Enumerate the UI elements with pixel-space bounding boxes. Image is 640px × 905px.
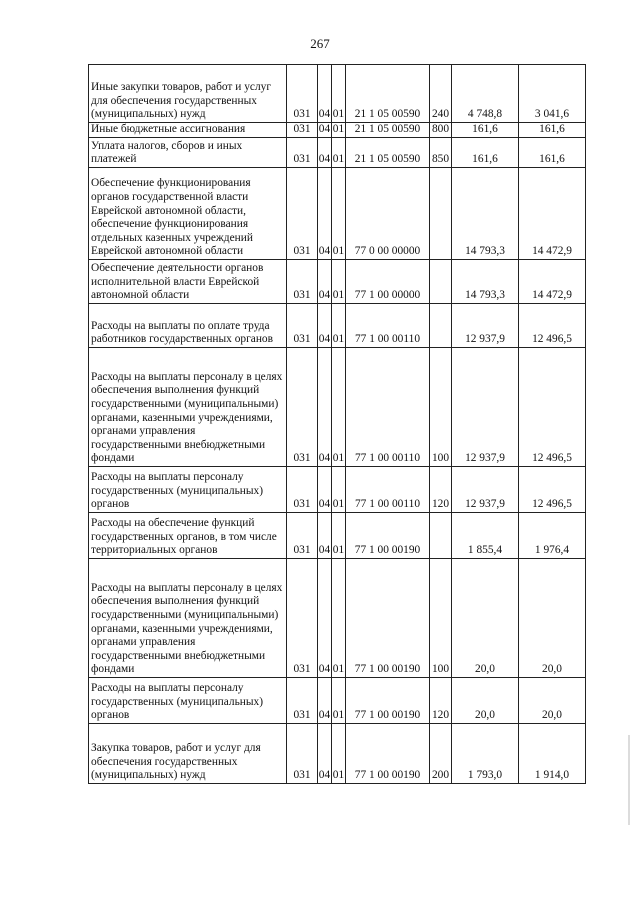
target-article: 21 1 05 00590 [346,65,430,123]
table-row [89,513,586,559]
expense-type: 120 [430,467,452,513]
section-code: 04 [318,559,332,678]
target-article: 77 1 00 00110 [346,348,430,467]
row-name: Иные бюджетные ассигнования [89,123,287,138]
ministry-code: 031 [287,65,318,123]
expense-type [430,513,452,559]
target-article: 77 1 00 00190 [346,513,430,559]
ministry-code: 031 [287,678,318,724]
table-row [89,168,586,260]
amount-year2: 12 496,5 [519,304,586,348]
amount-year2: 12 496,5 [519,467,586,513]
table-row [89,678,586,724]
amount-year2: 14 472,9 [519,260,586,304]
budget-table [88,64,586,784]
section-code: 04 [318,724,332,784]
table-row [89,467,586,513]
row-name: Расходы на выплаты персоналу в целях обеспечения выполнения функций государственными (муниципальными) органами, казенными учреждениями, органами управления государственными внебюджетными фондами [89,559,287,678]
amount-year2: 14 472,9 [519,168,586,260]
section-code: 04 [318,304,332,348]
expense-type: 100 [430,559,452,678]
section-code: 04 [318,138,332,168]
section-code: 04 [318,348,332,467]
page-number: 267 [310,36,330,51]
expense-type [430,168,452,260]
subsection-code: 01 [332,168,346,260]
ministry-code: 031 [287,138,318,168]
amount-year1: 12 937,9 [452,304,519,348]
expense-type: 850 [430,138,452,168]
target-article: 77 0 00 00000 [346,168,430,260]
row-name: Обеспечение деятельности органов исполнительной власти Еврейской автономной области [89,260,287,304]
amount-year2: 20,0 [519,559,586,678]
target-article: 77 1 00 00110 [346,467,430,513]
amount-year2: 20,0 [519,678,586,724]
subsection-code: 01 [332,559,346,678]
amount-year1: 14 793,3 [452,168,519,260]
row-name: Обеспечение функционирования органов государственной власти Еврейской автономной области, обеспечение функционирования отдельных казенных учреждений Еврейской автономной области [89,168,287,260]
ministry-code: 031 [287,348,318,467]
amount-year1: 161,6 [452,123,519,138]
target-article: 77 1 00 00190 [346,559,430,678]
amount-year1: 14 793,3 [452,260,519,304]
expense-type [430,260,452,304]
subsection-code: 01 [332,65,346,123]
table-row [89,348,586,467]
expense-type: 100 [430,348,452,467]
subsection-code: 01 [332,123,346,138]
expense-type [430,304,452,348]
amount-year1: 161,6 [452,138,519,168]
ministry-code: 031 [287,304,318,348]
subsection-code: 01 [332,304,346,348]
ministry-code: 031 [287,467,318,513]
table-row [89,138,586,168]
row-name: Расходы на выплаты персоналу государственных (муниципальных) органов [89,467,287,513]
amount-year1: 20,0 [452,678,519,724]
row-name: Уплата налогов, сборов и иных платежей [89,138,287,168]
subsection-code: 01 [332,260,346,304]
row-name: Закупка товаров, работ и услуг для обеспечения государственных (муниципальных) нужд [89,724,287,784]
table-row [89,724,586,784]
section-code: 04 [318,513,332,559]
section-code: 04 [318,65,332,123]
table-row [89,559,586,678]
amount-year1: 4 748,8 [452,65,519,123]
expense-type: 240 [430,65,452,123]
target-article: 77 1 00 00190 [346,678,430,724]
amount-year1: 12 937,9 [452,467,519,513]
ministry-code: 031 [287,559,318,678]
section-code: 04 [318,123,332,138]
expense-type: 800 [430,123,452,138]
amount-year1: 12 937,9 [452,348,519,467]
table-row [89,260,586,304]
section-code: 04 [318,678,332,724]
row-name: Расходы на обеспечение функций государственных органов, в том числе территориальных органов [89,513,287,559]
amount-year2: 161,6 [519,123,586,138]
ministry-code: 031 [287,513,318,559]
section-code: 04 [318,467,332,513]
ministry-code: 031 [287,168,318,260]
row-name: Расходы на выплаты персоналу государственных (муниципальных) органов [89,678,287,724]
target-article: 77 1 00 00000 [346,260,430,304]
section-code: 04 [318,260,332,304]
amount-year2: 12 496,5 [519,348,586,467]
subsection-code: 01 [332,467,346,513]
amount-year2: 1 976,4 [519,513,586,559]
ministry-code: 031 [287,724,318,784]
subsection-code: 01 [332,724,346,784]
amount-year1: 20,0 [452,559,519,678]
row-name: Расходы на выплаты персоналу в целях обеспечения выполнения функций государственными (муниципальными) органами, казенными учреждениями, органами управления государственными внебюджетными фондами [89,348,287,467]
subsection-code: 01 [332,513,346,559]
row-name: Расходы на выплаты по оплате труда работников государственных органов [89,304,287,348]
ministry-code: 031 [287,123,318,138]
target-article: 77 1 00 00110 [346,304,430,348]
amount-year2: 3 041,6 [519,65,586,123]
subsection-code: 01 [332,138,346,168]
scan-edge-mark [628,735,630,825]
target-article: 21 1 05 00590 [346,123,430,138]
amount-year2: 161,6 [519,138,586,168]
table-row [89,304,586,348]
ministry-code: 031 [287,260,318,304]
target-article: 77 1 00 00190 [346,724,430,784]
amount-year2: 1 914,0 [519,724,586,784]
subsection-code: 01 [332,678,346,724]
subsection-code: 01 [332,348,346,467]
table-row [89,65,586,123]
table-row [89,123,586,138]
row-name: Иные закупки товаров, работ и услуг для обеспечения государственных (муниципальных) нужд [89,65,287,123]
target-article: 21 1 05 00590 [346,138,430,168]
amount-year1: 1 855,4 [452,513,519,559]
section-code: 04 [318,168,332,260]
expense-type: 120 [430,678,452,724]
amount-year1: 1 793,0 [452,724,519,784]
expense-type: 200 [430,724,452,784]
